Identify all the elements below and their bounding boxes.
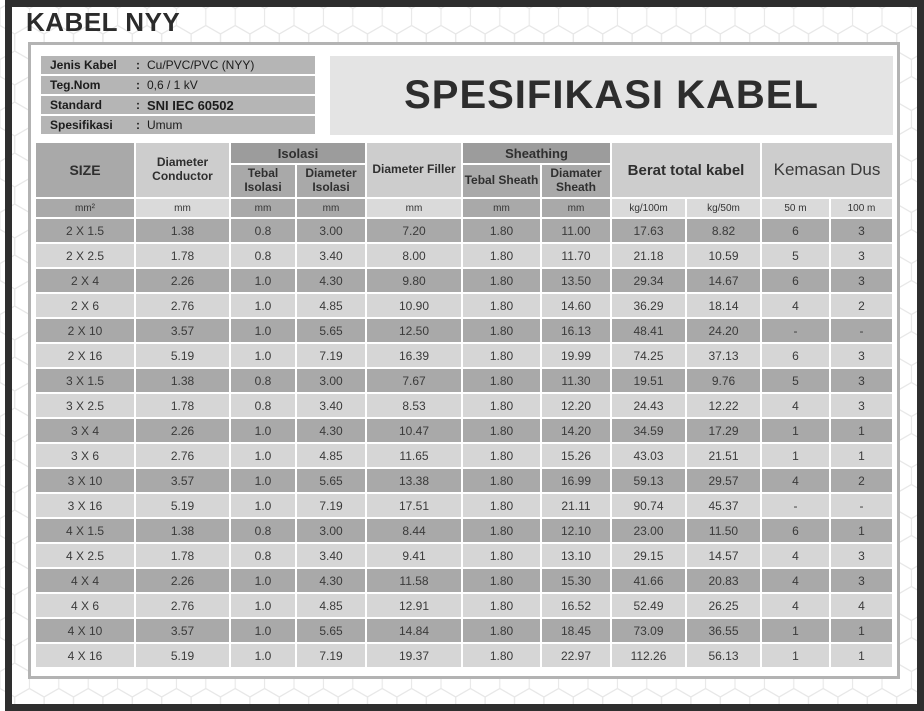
table-cell: 18.14 (687, 294, 760, 317)
table-cell: 12.10 (542, 519, 610, 542)
table-cell: 3.00 (297, 369, 365, 392)
table-cell: 1.80 (463, 519, 540, 542)
table-cell: 1.80 (463, 569, 540, 592)
size-cell: 3 X 6 (36, 444, 134, 467)
table-cell: 4.85 (297, 594, 365, 617)
table-cell: 1.80 (463, 544, 540, 567)
table-cell: 14.60 (542, 294, 610, 317)
table-cell: 29.57 (687, 469, 760, 492)
table-cell: 2.26 (136, 269, 229, 292)
table-row (36, 469, 892, 492)
table-cell: 1 (762, 619, 829, 642)
table-cell: 2 (831, 469, 892, 492)
table-cell: 6 (762, 269, 829, 292)
table-cell: 4 (762, 569, 829, 592)
table-cell: - (762, 319, 829, 342)
table-cell: 0.8 (231, 219, 295, 242)
size-cell: 3 X 1.5 (36, 369, 134, 392)
table-cell: 17.63 (612, 219, 685, 242)
table-row (36, 619, 892, 642)
table-cell: 1.80 (463, 319, 540, 342)
table-cell: 1.80 (463, 219, 540, 242)
table-cell: 7.19 (297, 644, 365, 667)
units-row (36, 199, 892, 217)
table-row (36, 494, 892, 517)
table-cell: 43.03 (612, 444, 685, 467)
table-cell: 34.59 (612, 419, 685, 442)
col-header-size: SIZE (36, 143, 134, 197)
info-label: Jenis Kabel (50, 58, 117, 72)
table-cell: 1.80 (463, 269, 540, 292)
table-cell: 1 (762, 419, 829, 442)
info-separator: : (136, 78, 140, 92)
table-cell: 16.13 (542, 319, 610, 342)
info-row-standard (41, 96, 315, 114)
table-cell: 7.20 (367, 219, 461, 242)
table-cell: 1.0 (231, 344, 295, 367)
table-cell: 56.13 (687, 644, 760, 667)
banner (330, 56, 893, 135)
table-cell: 1.80 (463, 444, 540, 467)
table-cell: 1.80 (463, 294, 540, 317)
info-row-teg-nom (41, 76, 315, 94)
table-cell: 3.00 (297, 219, 365, 242)
table-cell: 1 (831, 519, 892, 542)
table-row (36, 644, 892, 667)
table-row (36, 594, 892, 617)
table-cell: 1.80 (463, 394, 540, 417)
table-cell: 1.80 (463, 369, 540, 392)
table-cell: 1 (831, 619, 892, 642)
table-cell: 59.13 (612, 469, 685, 492)
unit-cell: 100 m (831, 199, 892, 217)
table-cell: 3.40 (297, 244, 365, 267)
unit-cell: mm (297, 199, 365, 217)
table-cell: 9.76 (687, 369, 760, 392)
table-cell: 4 (762, 294, 829, 317)
size-cell: 4 X 1.5 (36, 519, 134, 542)
table-cell: 4.85 (297, 444, 365, 467)
table-cell: 1 (831, 419, 892, 442)
size-cell: 3 X 10 (36, 469, 134, 492)
table-cell: 29.15 (612, 544, 685, 567)
table-cell: 3.57 (136, 619, 229, 642)
table-cell: 1 (762, 644, 829, 667)
table-cell: 21.11 (542, 494, 610, 517)
table-cell: 4 (762, 544, 829, 567)
table-cell: 2.26 (136, 419, 229, 442)
size-cell: 2 X 6 (36, 294, 134, 317)
table-cell: 21.51 (687, 444, 760, 467)
table-cell: 10.90 (367, 294, 461, 317)
table-cell: 9.41 (367, 544, 461, 567)
table-cell: 45.37 (687, 494, 760, 517)
table-cell: 13.38 (367, 469, 461, 492)
table-cell: 7.67 (367, 369, 461, 392)
table-cell: 1.0 (231, 469, 295, 492)
table-cell: 3.00 (297, 519, 365, 542)
table-cell: 24.20 (687, 319, 760, 342)
table-cell: 17.51 (367, 494, 461, 517)
table-cell: 73.09 (612, 619, 685, 642)
info-label: Teg.Nom (50, 78, 101, 92)
info-separator: : (136, 118, 140, 132)
size-cell: 2 X 10 (36, 319, 134, 342)
table-cell: 12.50 (367, 319, 461, 342)
table-cell: 3 (831, 369, 892, 392)
table-cell: 1.0 (231, 644, 295, 667)
table-cell: 3 (831, 219, 892, 242)
table-cell: 0.8 (231, 544, 295, 567)
table-cell: 1.80 (463, 344, 540, 367)
table-cell: 5.65 (297, 469, 365, 492)
table-cell: 1.38 (136, 219, 229, 242)
unit-cell: mm (136, 199, 229, 217)
table-cell: 1.80 (463, 419, 540, 442)
table-row (36, 519, 892, 542)
col-header-kemasan-dus: Kemasan Dus (762, 143, 892, 197)
info-separator: : (136, 98, 140, 112)
table-cell: 1.0 (231, 594, 295, 617)
col-header-tebal-isolasi: Tebal Isolasi (231, 165, 295, 197)
table-row (36, 294, 892, 317)
table-cell: 0.8 (231, 394, 295, 417)
table-cell: 12.20 (542, 394, 610, 417)
table-cell: 11.65 (367, 444, 461, 467)
table-cell: 13.50 (542, 269, 610, 292)
table-cell: 0.8 (231, 519, 295, 542)
table-row (36, 219, 892, 242)
size-cell: 4 X 16 (36, 644, 134, 667)
group-header-sheathing: Sheathing (463, 143, 610, 163)
table-cell: 8.00 (367, 244, 461, 267)
table-cell: 1.80 (463, 244, 540, 267)
table-cell: 4 (831, 594, 892, 617)
unit-cell: mm² (36, 199, 134, 217)
unit-cell: mm (542, 199, 610, 217)
table-cell: - (831, 319, 892, 342)
col-header-diameter-filler: Diameter Filler (367, 143, 461, 197)
table-cell: 14.84 (367, 619, 461, 642)
table-cell: 37.13 (687, 344, 760, 367)
table-cell: 8.44 (367, 519, 461, 542)
table-cell: 16.99 (542, 469, 610, 492)
table-cell: 1.0 (231, 294, 295, 317)
table-cell: 1.0 (231, 619, 295, 642)
table-cell: 21.18 (612, 244, 685, 267)
unit-cell: mm (231, 199, 295, 217)
table-row (36, 419, 892, 442)
size-cell: 3 X 4 (36, 419, 134, 442)
table-cell: 90.74 (612, 494, 685, 517)
table-cell: 3 (831, 344, 892, 367)
table-cell: 2.26 (136, 569, 229, 592)
info-value: 0,6 / 1 kV (147, 78, 198, 92)
size-cell: 2 X 4 (36, 269, 134, 292)
table-cell: 5 (762, 244, 829, 267)
table-cell: 1.38 (136, 519, 229, 542)
table-cell: 18.45 (542, 619, 610, 642)
info-row-spesifikasi (41, 116, 315, 134)
table-cell: 112.26 (612, 644, 685, 667)
table-cell: 1.0 (231, 444, 295, 467)
info-value: Umum (147, 118, 183, 132)
table-cell: 3.57 (136, 469, 229, 492)
table-cell: 1 (831, 644, 892, 667)
table-cell: 1.78 (136, 244, 229, 267)
size-cell: 2 X 1.5 (36, 219, 134, 242)
table-cell: 4.85 (297, 294, 365, 317)
table-row (36, 344, 892, 367)
header-group-row (36, 143, 892, 163)
table-cell: 14.67 (687, 269, 760, 292)
table-row (36, 269, 892, 292)
table-row (36, 394, 892, 417)
size-cell: 3 X 2.5 (36, 394, 134, 417)
table-cell: 1 (762, 444, 829, 467)
table-cell: 5.19 (136, 344, 229, 367)
info-label: Spesifikasi (50, 118, 113, 132)
info-value: Cu/PVC/PVC (NYY) (147, 58, 255, 72)
table-cell: 1.0 (231, 569, 295, 592)
table-cell: 6 (762, 344, 829, 367)
size-cell: 4 X 10 (36, 619, 134, 642)
table-cell: 11.70 (542, 244, 610, 267)
table-cell: 19.51 (612, 369, 685, 392)
table-cell: 2.76 (136, 294, 229, 317)
page-title: KABEL NYY (26, 7, 181, 37)
table-cell: 1.80 (463, 494, 540, 517)
table-cell: 1.0 (231, 269, 295, 292)
table-cell: 2.76 (136, 594, 229, 617)
table-cell: 15.30 (542, 569, 610, 592)
table-row (36, 569, 892, 592)
size-cell: 2 X 2.5 (36, 244, 134, 267)
table-cell: 1 (831, 444, 892, 467)
table-cell: 14.20 (542, 419, 610, 442)
table-cell: 1.0 (231, 419, 295, 442)
table-cell: 36.29 (612, 294, 685, 317)
table-cell: - (831, 494, 892, 517)
table-cell: 11.58 (367, 569, 461, 592)
unit-cell: kg/50m (687, 199, 760, 217)
col-header-diameter-isolasi: Diameter Isolasi (297, 165, 365, 197)
size-cell: 4 X 6 (36, 594, 134, 617)
size-cell: 3 X 16 (36, 494, 134, 517)
table-cell: - (762, 494, 829, 517)
table-cell: 1.0 (231, 494, 295, 517)
table-cell: 4.30 (297, 419, 365, 442)
col-header-tebal-sheath: Tebal Sheath (463, 165, 540, 197)
table-cell: 1.80 (463, 594, 540, 617)
table-cell: 3 (831, 394, 892, 417)
table-cell: 12.22 (687, 394, 760, 417)
table-row (36, 244, 892, 267)
table-cell: 0.8 (231, 369, 295, 392)
table-cell: 29.34 (612, 269, 685, 292)
size-cell: 4 X 4 (36, 569, 134, 592)
table-cell: 11.30 (542, 369, 610, 392)
table-cell: 5 (762, 369, 829, 392)
spec-table (34, 141, 894, 669)
table-cell: 1.78 (136, 394, 229, 417)
info-label: Standard (50, 98, 103, 112)
table-cell: 17.29 (687, 419, 760, 442)
size-cell: 4 X 2.5 (36, 544, 134, 567)
table-cell: 2.76 (136, 444, 229, 467)
table-cell: 74.25 (612, 344, 685, 367)
table-cell: 3.57 (136, 319, 229, 342)
table-cell: 13.10 (542, 544, 610, 567)
table-cell: 1.38 (136, 369, 229, 392)
table-cell: 5.19 (136, 494, 229, 517)
table-cell: 7.19 (297, 494, 365, 517)
table-cell: 3 (831, 244, 892, 267)
table-cell: 6 (762, 219, 829, 242)
table-cell: 16.39 (367, 344, 461, 367)
unit-cell: kg/100m (612, 199, 685, 217)
col-header-diameter-conductor: Diameter Conductor (136, 143, 229, 197)
table-cell: 3 (831, 544, 892, 567)
table-cell: 7.19 (297, 344, 365, 367)
banner-title: SPESIFIKASI KABEL (404, 73, 819, 117)
table-cell: 4 (762, 394, 829, 417)
content-panel (28, 42, 900, 679)
table-cell: 22.97 (542, 644, 610, 667)
table-cell: 0.8 (231, 244, 295, 267)
info-value: SNI IEC 60502 (147, 97, 234, 113)
table-cell: 8.53 (367, 394, 461, 417)
info-row-jenis-kabel (41, 56, 315, 74)
info-separator: : (136, 58, 140, 72)
table-cell: 4 (762, 594, 829, 617)
table-cell: 20.83 (687, 569, 760, 592)
table-cell: 4 (762, 469, 829, 492)
table-cell: 41.66 (612, 569, 685, 592)
table-cell: 1.80 (463, 619, 540, 642)
table-cell: 2 (831, 294, 892, 317)
table-cell: 11.00 (542, 219, 610, 242)
table-row (36, 444, 892, 467)
table-cell: 6 (762, 519, 829, 542)
table-cell: 48.41 (612, 319, 685, 342)
table-cell: 26.25 (687, 594, 760, 617)
table-cell: 5.65 (297, 319, 365, 342)
col-header-berat-total-kabel: Berat total kabel (612, 143, 760, 197)
table-cell: 19.37 (367, 644, 461, 667)
col-header-diamater-sheath: Diamater Sheath (542, 165, 610, 197)
table-row (36, 319, 892, 342)
size-cell: 2 X 16 (36, 344, 134, 367)
table-cell: 9.80 (367, 269, 461, 292)
table-cell: 52.49 (612, 594, 685, 617)
table-cell: 10.59 (687, 244, 760, 267)
table-cell: 4.30 (297, 569, 365, 592)
table-cell: 3.40 (297, 394, 365, 417)
table-cell: 11.50 (687, 519, 760, 542)
table-cell: 4.30 (297, 269, 365, 292)
unit-cell: mm (463, 199, 540, 217)
table-cell: 1.0 (231, 319, 295, 342)
table-cell: 3 (831, 569, 892, 592)
table-cell: 5.19 (136, 644, 229, 667)
table-cell: 5.65 (297, 619, 365, 642)
table-cell: 23.00 (612, 519, 685, 542)
table-cell: 16.52 (542, 594, 610, 617)
table-row (36, 544, 892, 567)
cable-info-box (41, 56, 315, 136)
table-cell: 10.47 (367, 419, 461, 442)
table-cell: 1.78 (136, 544, 229, 567)
table-body (36, 219, 892, 667)
table-header (36, 143, 892, 217)
table-cell: 15.26 (542, 444, 610, 467)
table-cell: 1.80 (463, 644, 540, 667)
table-cell: 14.57 (687, 544, 760, 567)
unit-cell: 50 m (762, 199, 829, 217)
table-cell: 3.40 (297, 544, 365, 567)
table-row (36, 369, 892, 392)
table-cell: 1.80 (463, 469, 540, 492)
table-cell: 12.91 (367, 594, 461, 617)
unit-cell: mm (367, 199, 461, 217)
group-header-isolasi: Isolasi (231, 143, 365, 163)
table-cell: 19.99 (542, 344, 610, 367)
table-cell: 8.82 (687, 219, 760, 242)
table-cell: 24.43 (612, 394, 685, 417)
table-cell: 36.55 (687, 619, 760, 642)
table-cell: 3 (831, 269, 892, 292)
